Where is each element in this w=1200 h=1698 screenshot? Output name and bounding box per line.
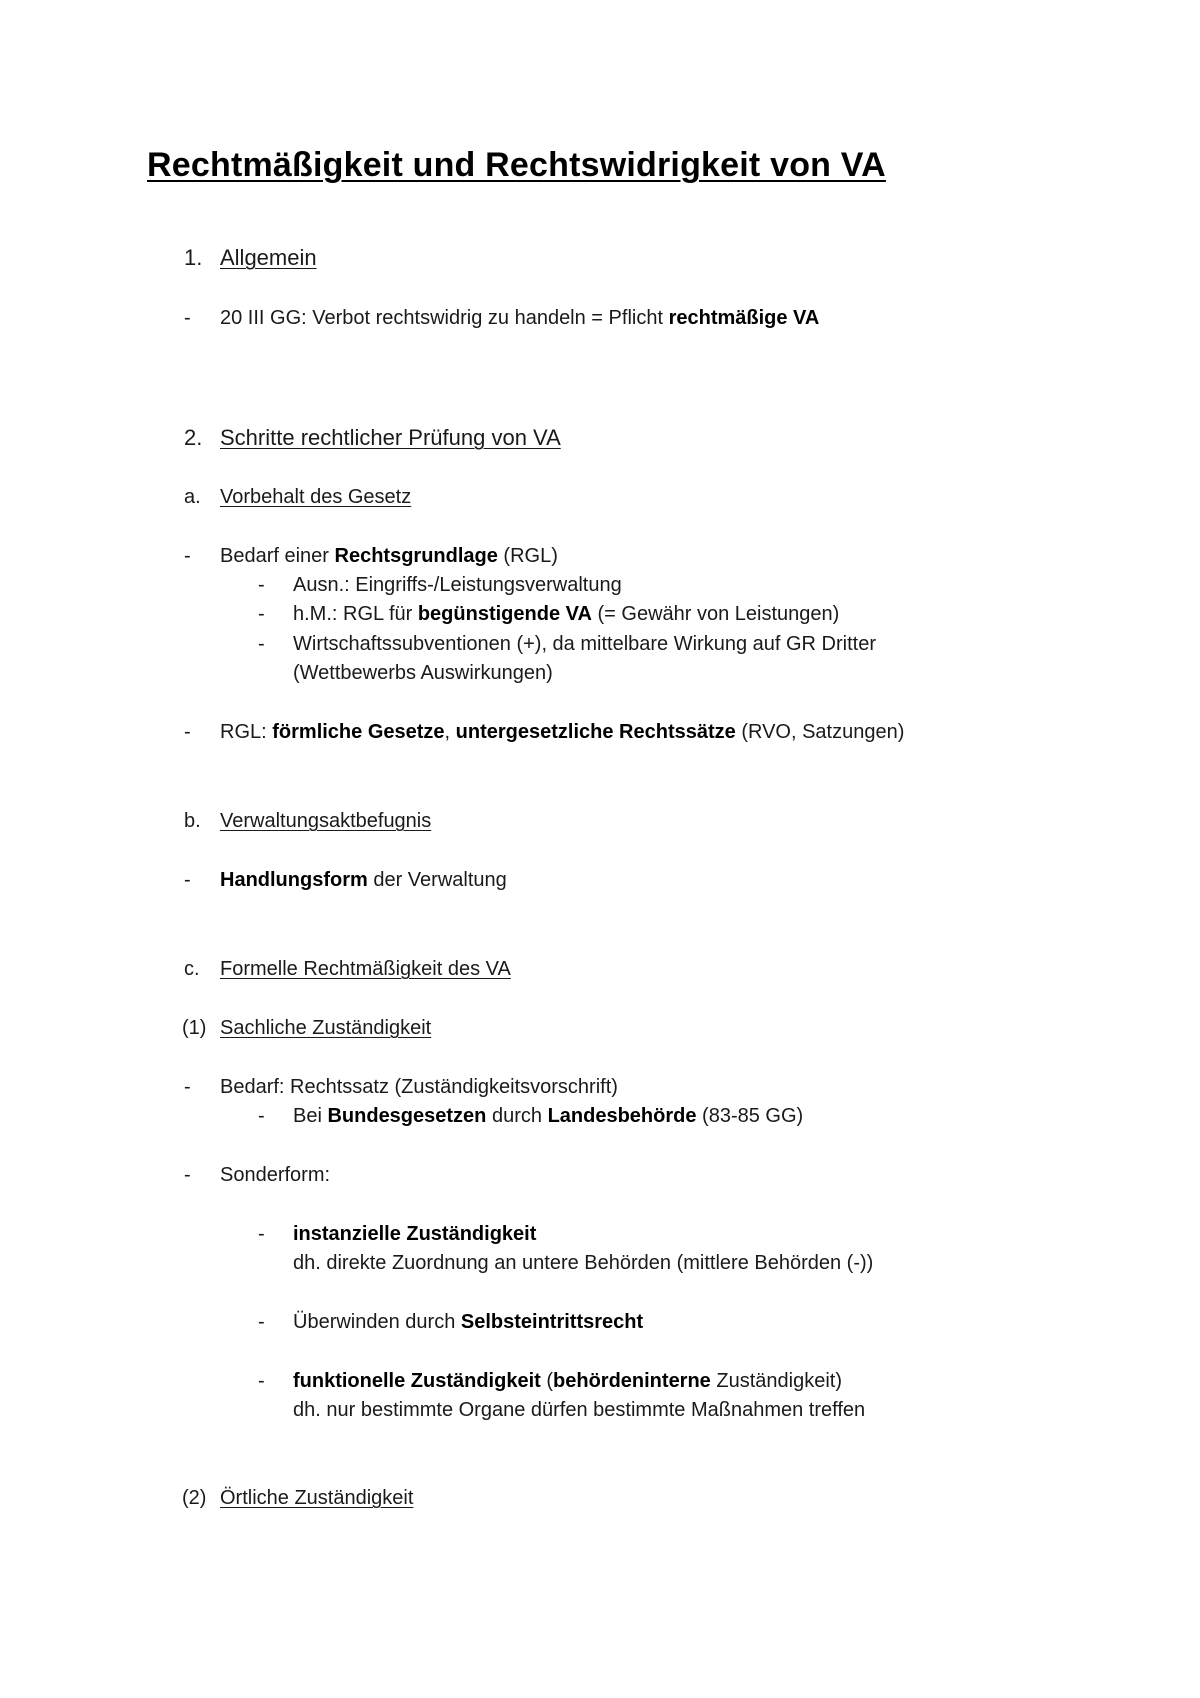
section-heading-schritte: Schritte rechtlicher Prüfung von VA bbox=[220, 425, 561, 450]
text-line-rgl-gesetze: RGL: förmliche Gesetze, untergesetzliche Rechtssätze (RVO, Satzungen) bbox=[220, 721, 905, 743]
subheading-verwaltungsaktbefugnis: Verwaltungsaktbefugnis bbox=[220, 810, 432, 832]
bullet-dash: - bbox=[184, 869, 191, 891]
list-paren-2: (2) bbox=[182, 1487, 207, 1509]
bullet-dash: - bbox=[184, 721, 191, 743]
bullet-dash: - bbox=[184, 1076, 191, 1098]
bullet-dash: - bbox=[258, 1370, 265, 1392]
subheading-formelle-rechtmaessigkeit: Formelle Rechtmäßigkeit des VA bbox=[220, 958, 511, 980]
text-line-instanzielle-desc: dh. direkte Zuordnung an untere Behörden (mittlere Behörden (-)) bbox=[293, 1252, 874, 1274]
text-line-bedarf-rgl: Bedarf einer Rechtsgrundlage (RGL) bbox=[220, 545, 558, 567]
text-line-hm-rgl: h.M.: RGL für begünstigende VA (= Gewähr von Leistungen) bbox=[293, 603, 840, 625]
bullet-dash: - bbox=[184, 545, 191, 567]
bullet-dash: - bbox=[184, 307, 191, 329]
page-title: Rechtmäßigkeit und Rechtswidrigkeit von VA bbox=[147, 146, 886, 184]
list-letter-a: a. bbox=[184, 486, 201, 508]
text-line-wirtschaft: Wirtschaftssubventionen (+), da mittelbare Wirkung auf GR Dritter bbox=[293, 633, 876, 655]
bullet-dash: - bbox=[258, 1105, 265, 1127]
text-line-funktionelle: funktionelle Zuständigkeit (behördeninterne Zuständigkeit) bbox=[293, 1370, 842, 1392]
text-line-ueberwinden: Überwinden durch Selbsteintrittsrecht bbox=[293, 1311, 644, 1333]
bullet-dash: - bbox=[184, 1164, 191, 1186]
list-number-1: 1. bbox=[184, 245, 203, 270]
list-number-2: 2. bbox=[184, 425, 203, 450]
list-paren-1: (1) bbox=[182, 1017, 207, 1039]
text-line-sonderform: Sonderform: bbox=[220, 1164, 331, 1186]
text-line-ausn: Ausn.: Eingriffs-/Leistungsverwaltung bbox=[293, 574, 622, 596]
subheading-sachliche-zustaendigkeit: Sachliche Zuständigkeit bbox=[220, 1017, 432, 1039]
bullet-dash: - bbox=[258, 603, 265, 625]
bullet-dash: - bbox=[258, 1311, 265, 1333]
subheading-oertliche-zustaendigkeit: Örtliche Zuständigkeit bbox=[220, 1487, 414, 1509]
bullet-dash: - bbox=[258, 633, 265, 655]
list-letter-b: b. bbox=[184, 810, 201, 832]
list-letter-c: c. bbox=[184, 958, 200, 980]
section-heading-allgemein: Allgemein bbox=[220, 245, 317, 270]
bullet-dash: - bbox=[258, 574, 265, 596]
text-line-funktionelle-desc: dh. nur bestimmte Organe dürfen bestimmte Maßnahmen treffen bbox=[293, 1399, 866, 1421]
text-line-bundesgesetze: Bei Bundesgesetzen durch Landesbehörde (83-85 GG) bbox=[293, 1105, 804, 1127]
text-line-instanzielle: instanzielle Zuständigkeit bbox=[293, 1223, 537, 1245]
text-line-bedarf-rechtssatz: Bedarf: Rechtssatz (Zuständigkeitsvorschrift) bbox=[220, 1076, 618, 1098]
subheading-vorbehalt: Vorbehalt des Gesetz bbox=[220, 486, 412, 508]
bullet-dash: - bbox=[258, 1223, 265, 1245]
text-line-wettbewerb: (Wettbewerbs Auswirkungen) bbox=[293, 662, 553, 684]
text-line-20-iii-gg: 20 III GG: Verbot rechtswidrig zu handeln = Pflicht rechtmäßige VA bbox=[220, 307, 820, 329]
text-line-handlungsform: Handlungsform der Verwaltung bbox=[220, 869, 507, 891]
